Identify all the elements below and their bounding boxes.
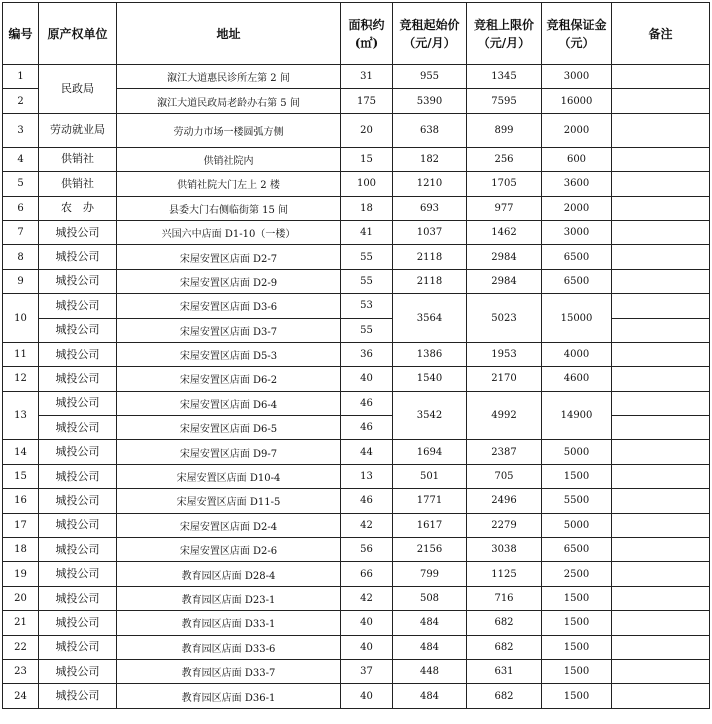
- cell-area: 40: [341, 684, 393, 708]
- cell-area: 40: [341, 611, 393, 635]
- cell-area: 100: [341, 172, 393, 196]
- cell-address: 宋屋安置区店面 D10-4: [117, 464, 341, 488]
- table-row: [3, 367, 710, 391]
- cell-id: 6: [3, 196, 39, 220]
- cell-note: [612, 269, 710, 293]
- table-row: [3, 684, 710, 708]
- cell-deposit: 2000: [542, 113, 612, 147]
- cell-note: [612, 172, 710, 196]
- cell-id: 24: [3, 684, 39, 708]
- cell-note: [612, 65, 710, 89]
- cell-address: 宋屋安置区店面 D9-7: [117, 440, 341, 464]
- cell-note: [612, 294, 710, 318]
- cell-deposit: 1500: [542, 659, 612, 683]
- cell-deposit: 3000: [542, 220, 612, 244]
- cell-start-price: 501: [393, 464, 467, 488]
- cell-address: 宋屋安置区店面 D11-5: [117, 489, 341, 513]
- cell-address: 供销社院大门左上 2 楼: [117, 172, 341, 196]
- cell-area: 13: [341, 464, 393, 488]
- cell-max-price: 2984: [467, 269, 542, 293]
- cell-start-price: 1037: [393, 220, 467, 244]
- cell-max-price: 682: [467, 611, 542, 635]
- cell-id: 18: [3, 538, 39, 562]
- cell-note: [612, 684, 710, 708]
- cell-address: 供销社院内: [117, 147, 341, 171]
- cell-address: 教育园区店面 D33-1: [117, 611, 341, 635]
- header-note: 备注: [612, 3, 710, 65]
- cell-owner: 城投公司: [39, 562, 117, 586]
- cell-area: 46: [341, 391, 393, 415]
- cell-note: [612, 513, 710, 537]
- cell-deposit: 16000: [542, 89, 612, 113]
- cell-note: [612, 659, 710, 683]
- cell-address: 教育园区店面 D23-1: [117, 586, 341, 610]
- cell-start-price: 1771: [393, 489, 467, 513]
- cell-owner: 劳动就业局: [39, 113, 117, 147]
- table-row: [3, 440, 710, 464]
- cell-id: 5: [3, 172, 39, 196]
- cell-start-price: 484: [393, 684, 467, 708]
- cell-area: 55: [341, 318, 393, 342]
- cell-deposit: 4000: [542, 342, 612, 366]
- cell-max-price: 899: [467, 113, 542, 147]
- cell-id: 8: [3, 245, 39, 269]
- cell-owner: 城投公司: [39, 513, 117, 537]
- cell-id: 7: [3, 220, 39, 244]
- cell-deposit: 1500: [542, 635, 612, 659]
- cell-owner: 城投公司: [39, 318, 117, 342]
- table-row: [3, 342, 710, 366]
- cell-owner: 城投公司: [39, 245, 117, 269]
- table-row: [3, 538, 710, 562]
- cell-note: [612, 245, 710, 269]
- cell-address: 宋屋安置区店面 D5-3: [117, 342, 341, 366]
- cell-deposit: 1500: [542, 611, 612, 635]
- cell-owner: 城投公司: [39, 464, 117, 488]
- cell-id: 15: [3, 464, 39, 488]
- cell-note: [612, 391, 710, 415]
- cell-id: 3: [3, 113, 39, 147]
- cell-owner: 城投公司: [39, 684, 117, 708]
- cell-area: 15: [341, 147, 393, 171]
- cell-id: 12: [3, 367, 39, 391]
- cell-deposit: 1500: [542, 586, 612, 610]
- cell-note: [612, 464, 710, 488]
- cell-max-price: 1705: [467, 172, 542, 196]
- cell-address: 宋屋安置区店面 D6-2: [117, 367, 341, 391]
- cell-max-price: 682: [467, 635, 542, 659]
- cell-owner: 农 办: [39, 196, 117, 220]
- cell-area: 44: [341, 440, 393, 464]
- table-row: [3, 245, 710, 269]
- cell-note: [612, 113, 710, 147]
- cell-deposit: 1500: [542, 684, 612, 708]
- cell-owner: 城投公司: [39, 611, 117, 635]
- cell-id: 16: [3, 489, 39, 513]
- cell-max-price: 716: [467, 586, 542, 610]
- header-deposit: 竞租保证金（元）: [542, 3, 612, 65]
- cell-start-price: 3542: [393, 391, 467, 440]
- cell-start-price: 448: [393, 659, 467, 683]
- cell-address: 宋屋安置区店面 D6-5: [117, 416, 341, 440]
- cell-start-price: 799: [393, 562, 467, 586]
- cell-max-price: 977: [467, 196, 542, 220]
- cell-area: 41: [341, 220, 393, 244]
- cell-owner: 城投公司: [39, 659, 117, 683]
- cell-deposit: 4600: [542, 367, 612, 391]
- cell-deposit: 6500: [542, 245, 612, 269]
- cell-id: 10: [3, 294, 39, 343]
- cell-area: 40: [341, 367, 393, 391]
- cell-max-price: 2984: [467, 245, 542, 269]
- cell-max-price: 1125: [467, 562, 542, 586]
- cell-max-price: 682: [467, 684, 542, 708]
- cell-area: 175: [341, 89, 393, 113]
- cell-id: 23: [3, 659, 39, 683]
- cell-note: [612, 416, 710, 440]
- cell-id: 1: [3, 65, 39, 89]
- table-row: [3, 391, 710, 415]
- cell-note: [612, 635, 710, 659]
- cell-owner: 城投公司: [39, 269, 117, 293]
- cell-id: 14: [3, 440, 39, 464]
- table-row: [3, 513, 710, 537]
- cell-max-price: 2170: [467, 367, 542, 391]
- cell-address: 宋屋安置区店面 D6-4: [117, 391, 341, 415]
- cell-id: 11: [3, 342, 39, 366]
- cell-start-price: 2118: [393, 269, 467, 293]
- cell-start-price: 1210: [393, 172, 467, 196]
- cell-note: [612, 147, 710, 171]
- cell-id: 19: [3, 562, 39, 586]
- table-row: [3, 611, 710, 635]
- cell-id: 2: [3, 89, 39, 113]
- cell-deposit: 3000: [542, 65, 612, 89]
- cell-deposit: 6500: [542, 269, 612, 293]
- cell-address: 宋屋安置区店面 D2-4: [117, 513, 341, 537]
- cell-note: [612, 489, 710, 513]
- table-row: [3, 172, 710, 196]
- cell-id: 4: [3, 147, 39, 171]
- cell-note: [612, 538, 710, 562]
- cell-owner: 城投公司: [39, 538, 117, 562]
- cell-start-price: 484: [393, 635, 467, 659]
- cell-area: 42: [341, 586, 393, 610]
- cell-id: 22: [3, 635, 39, 659]
- cell-area: 66: [341, 562, 393, 586]
- cell-max-price: 705: [467, 464, 542, 488]
- cell-address: 县委大门右侧临街第 15 间: [117, 196, 341, 220]
- cell-owner: 城投公司: [39, 635, 117, 659]
- cell-note: [612, 196, 710, 220]
- cell-note: [612, 342, 710, 366]
- cell-area: 20: [341, 113, 393, 147]
- cell-start-price: 1540: [393, 367, 467, 391]
- cell-area: 55: [341, 245, 393, 269]
- cell-start-price: 955: [393, 65, 467, 89]
- cell-address: 宋屋安置区店面 D3-7: [117, 318, 341, 342]
- cell-id: 21: [3, 611, 39, 635]
- cell-address: 教育园区店面 D28-4: [117, 562, 341, 586]
- cell-address: 兴国六中店面 D1-10（一楼）: [117, 220, 341, 244]
- header-max-price: 竞租上限价（元/月）: [467, 3, 542, 65]
- table-row: [3, 220, 710, 244]
- cell-address: 教育园区店面 D36-1: [117, 684, 341, 708]
- cell-deposit: 2500: [542, 562, 612, 586]
- cell-id: 17: [3, 513, 39, 537]
- header-address: 地址: [117, 3, 341, 65]
- cell-area: 46: [341, 416, 393, 440]
- cell-owner: 城投公司: [39, 391, 117, 415]
- cell-area: 55: [341, 269, 393, 293]
- cell-start-price: 2156: [393, 538, 467, 562]
- table-row: [3, 659, 710, 683]
- table-row: [3, 65, 710, 89]
- cell-note: [612, 440, 710, 464]
- cell-owner: 供销社: [39, 147, 117, 171]
- cell-address: 溆江大道惠民诊所左第 2 间: [117, 65, 341, 89]
- cell-max-price: 7595: [467, 89, 542, 113]
- cell-owner: 城投公司: [39, 440, 117, 464]
- cell-area: 36: [341, 342, 393, 366]
- cell-address: 教育园区店面 D33-6: [117, 635, 341, 659]
- cell-deposit: 5000: [542, 513, 612, 537]
- cell-start-price: 1617: [393, 513, 467, 537]
- table-row: [3, 562, 710, 586]
- cell-area: 31: [341, 65, 393, 89]
- cell-address: 宋屋安置区店面 D2-6: [117, 538, 341, 562]
- table-row: [3, 269, 710, 293]
- cell-note: [612, 611, 710, 635]
- cell-deposit: 2000: [542, 196, 612, 220]
- rental-table: [2, 2, 710, 709]
- cell-area: 46: [341, 489, 393, 513]
- table-row: [3, 586, 710, 610]
- cell-deposit: 5000: [542, 440, 612, 464]
- cell-owner: 城投公司: [39, 294, 117, 318]
- cell-max-price: 256: [467, 147, 542, 171]
- cell-area: 40: [341, 635, 393, 659]
- cell-start-price: 1694: [393, 440, 467, 464]
- cell-address: 宋屋安置区店面 D3-6: [117, 294, 341, 318]
- cell-address: 教育园区店面 D33-7: [117, 659, 341, 683]
- cell-start-price: 638: [393, 113, 467, 147]
- header-id: 编号: [3, 3, 39, 65]
- cell-start-price: 2118: [393, 245, 467, 269]
- cell-max-price: 2387: [467, 440, 542, 464]
- cell-note: [612, 220, 710, 244]
- cell-deposit: 3600: [542, 172, 612, 196]
- cell-deposit: 15000: [542, 294, 612, 343]
- cell-area: 53: [341, 294, 393, 318]
- cell-note: [612, 89, 710, 113]
- cell-owner: 城投公司: [39, 367, 117, 391]
- cell-address: 宋屋安置区店面 D2-7: [117, 245, 341, 269]
- table-row: [3, 464, 710, 488]
- cell-owner: 城投公司: [39, 586, 117, 610]
- cell-id: 13: [3, 391, 39, 440]
- cell-id: 9: [3, 269, 39, 293]
- cell-deposit: 14900: [542, 391, 612, 440]
- cell-area: 37: [341, 659, 393, 683]
- table-row: [3, 635, 710, 659]
- cell-note: [612, 586, 710, 610]
- cell-start-price: 508: [393, 586, 467, 610]
- table-row: [3, 294, 710, 318]
- cell-max-price: 1345: [467, 65, 542, 89]
- cell-max-price: 3038: [467, 538, 542, 562]
- cell-owner: 供销社: [39, 172, 117, 196]
- cell-note: [612, 562, 710, 586]
- cell-start-price: 484: [393, 611, 467, 635]
- cell-start-price: 3564: [393, 294, 467, 343]
- table-row: [3, 489, 710, 513]
- cell-area: 18: [341, 196, 393, 220]
- cell-max-price: 1953: [467, 342, 542, 366]
- cell-owner: 城投公司: [39, 416, 117, 440]
- cell-area: 42: [341, 513, 393, 537]
- cell-max-price: 1462: [467, 220, 542, 244]
- cell-deposit: 6500: [542, 538, 612, 562]
- table-row: [3, 147, 710, 171]
- cell-max-price: 631: [467, 659, 542, 683]
- cell-note: [612, 318, 710, 342]
- cell-start-price: 693: [393, 196, 467, 220]
- cell-max-price: 5023: [467, 294, 542, 343]
- cell-max-price: 2279: [467, 513, 542, 537]
- cell-start-price: 182: [393, 147, 467, 171]
- cell-address: 劳动力市场一楼圆弧方侧: [117, 113, 341, 147]
- cell-id: 20: [3, 586, 39, 610]
- header-start-price: 竞租起始价（元/月）: [393, 3, 467, 65]
- cell-owner: 民政局: [39, 65, 117, 114]
- cell-max-price: 4992: [467, 391, 542, 440]
- header-area: 面积约(㎡): [341, 3, 393, 65]
- cell-start-price: 5390: [393, 89, 467, 113]
- cell-address: 宋屋安置区店面 D2-9: [117, 269, 341, 293]
- cell-owner: 城投公司: [39, 489, 117, 513]
- cell-start-price: 1386: [393, 342, 467, 366]
- table-row: [3, 113, 710, 147]
- cell-deposit: 5500: [542, 489, 612, 513]
- table-row: [3, 196, 710, 220]
- cell-deposit: 1500: [542, 464, 612, 488]
- header-owner: 原产权单位: [39, 3, 117, 65]
- header-row: [3, 3, 710, 65]
- cell-note: [612, 367, 710, 391]
- cell-owner: 城投公司: [39, 342, 117, 366]
- cell-area: 56: [341, 538, 393, 562]
- cell-deposit: 600: [542, 147, 612, 171]
- cell-max-price: 2496: [467, 489, 542, 513]
- cell-owner: 城投公司: [39, 220, 117, 244]
- cell-address: 溆江大道民政局老龄办右第 5 间: [117, 89, 341, 113]
